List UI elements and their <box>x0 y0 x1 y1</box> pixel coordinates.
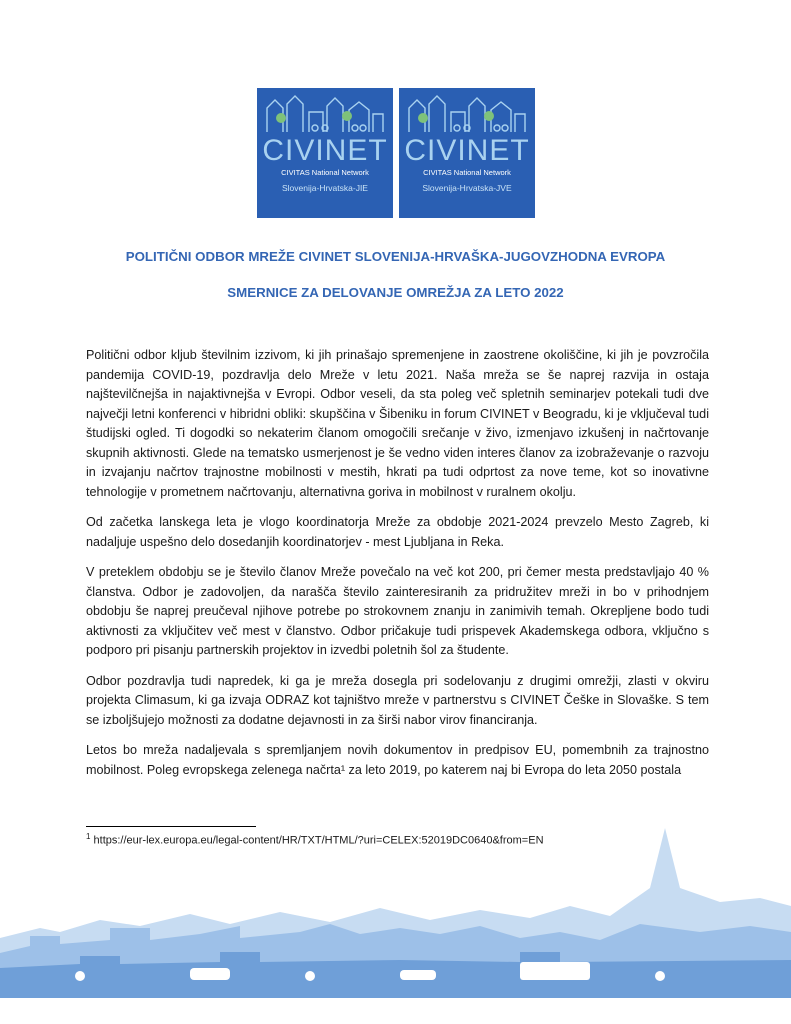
region-name: Slovenija-Hrvatska-JVE <box>422 183 512 193</box>
brand-name: CIVINET <box>404 134 530 167</box>
network-name: CIVITAS National Network <box>423 168 511 177</box>
logo-group <box>257 88 535 218</box>
civinet-logo-jie <box>257 88 393 218</box>
network-name: CIVITAS National Network <box>281 168 369 177</box>
civinet-logo-jve <box>399 88 535 218</box>
body-text <box>86 346 709 791</box>
city-illustration-icon <box>263 94 387 134</box>
document-title: POLITIČNI ODBOR MREŽE CIVINET SLOVENIJA-HRVAŠKA-JUGOVZHODNA EVROPA <box>125 249 666 264</box>
paragraph: V preteklem obdobju se je število članov Mreže povečalo na več kot 200, pri čemer mesta predstavljajo 40 % članstva. Odbor je zadovoljen, da narašča število zainteresiranih za pridružitev mreži in bo v prihodnjem obdobju še naprej preučeval njihove potrebe po strokovnem znanju in zanimivih temah. Okrepljene bodo tudi aktivnosti za vključitev več mest v članstvo. Odbor pričakuje tudi prispevek Akademskega odbora, vključno s podporo pri pisanju partnerskih projektov in izvedbi poletnih šol za študente. <box>86 565 709 657</box>
footnote-link[interactable]: https://eur-lex.europa.eu/legal-content/HR/TXT/HTML/?uri=CELEX:52019DC0640&from=EN <box>93 834 544 847</box>
city-illustration-icon <box>405 94 529 134</box>
region-name: Slovenija-Hrvatska-JIE <box>282 183 368 193</box>
city-skyline-illustration <box>0 828 791 998</box>
footnote-divider <box>86 826 256 827</box>
document-subtitle: SMERNICE ZA DELOVANJE OMREŽJA ZA LETO 2022 <box>227 285 564 300</box>
paragraph: Politični odbor kljub številnim izzivom, ki jih prinašajo spremenjene in zaostrene okoliščine, ki jih je povzročila pandemija COVID-19, pozdravlja delo Mreže v letu 2021. Naša mreža se še naprej razvija in ostaja najštevilčnejša in najaktivnejša v Evropi. Odbor veseli, da sta poleg več spletnih seminarjev potekali tudi dve največji letni konferenci v hibridni obliki: skupščina v Šibeniku in forum CIVINET v Beogradu, ki je vključeval tudi študijski ogled. Ti dogodki so nekaterim članom omogočili srečanje v živo, izmenjavo izkušenj in načrtovanje skupnih aktivnosti. Glede na tematsko usmerjenost je še vedno viden interes članov za izobraževanje o razvoju in izvajanju načrtov trajnostne mobilnosti v mestih, hkrati pa tudi odprtost za nove teme, kot so inovativne tehnologije v prometnem načrtovanju, alternativna goriva in mobilnost v ruralnem okolju. <box>86 348 709 499</box>
paragraph: Letos bo mreža nadaljevala s spremljanjem novih dokumentov in predpisov EU, pomembnih za trajnostno mobilnost. Poleg evropskega zelenega načrta¹ za leto 2019, po katerem naj bi Evropa do leta 2050 postala <box>86 743 709 777</box>
paragraph: Od začetka lanskega leta je vlogo koordinatorja Mreže za obdobje 2021-2024 prevzelo Mesto Zagreb, ki nadaljuje uspešno delo dosedanjih koordinatorjev - mest Ljubljana in Reka. <box>86 515 709 549</box>
footnote-marker: 1 <box>86 832 91 841</box>
footnote <box>86 832 544 847</box>
brand-name: CIVINET <box>262 134 388 167</box>
paragraph: Odbor pozdravlja tudi napredek, ki ga je mreža dosegla pri sodelovanju z drugimi omrežji, zlasti v okviru projekta Climasum, ki ga izvaja ODRAZ kot tajništvo mreže v partnerstvu s CIVINET Češke in Slovaške. S tem se izboljšujejo možnosti za dodatne dejavnosti in za širši nabor virov financiranja. <box>86 673 709 727</box>
